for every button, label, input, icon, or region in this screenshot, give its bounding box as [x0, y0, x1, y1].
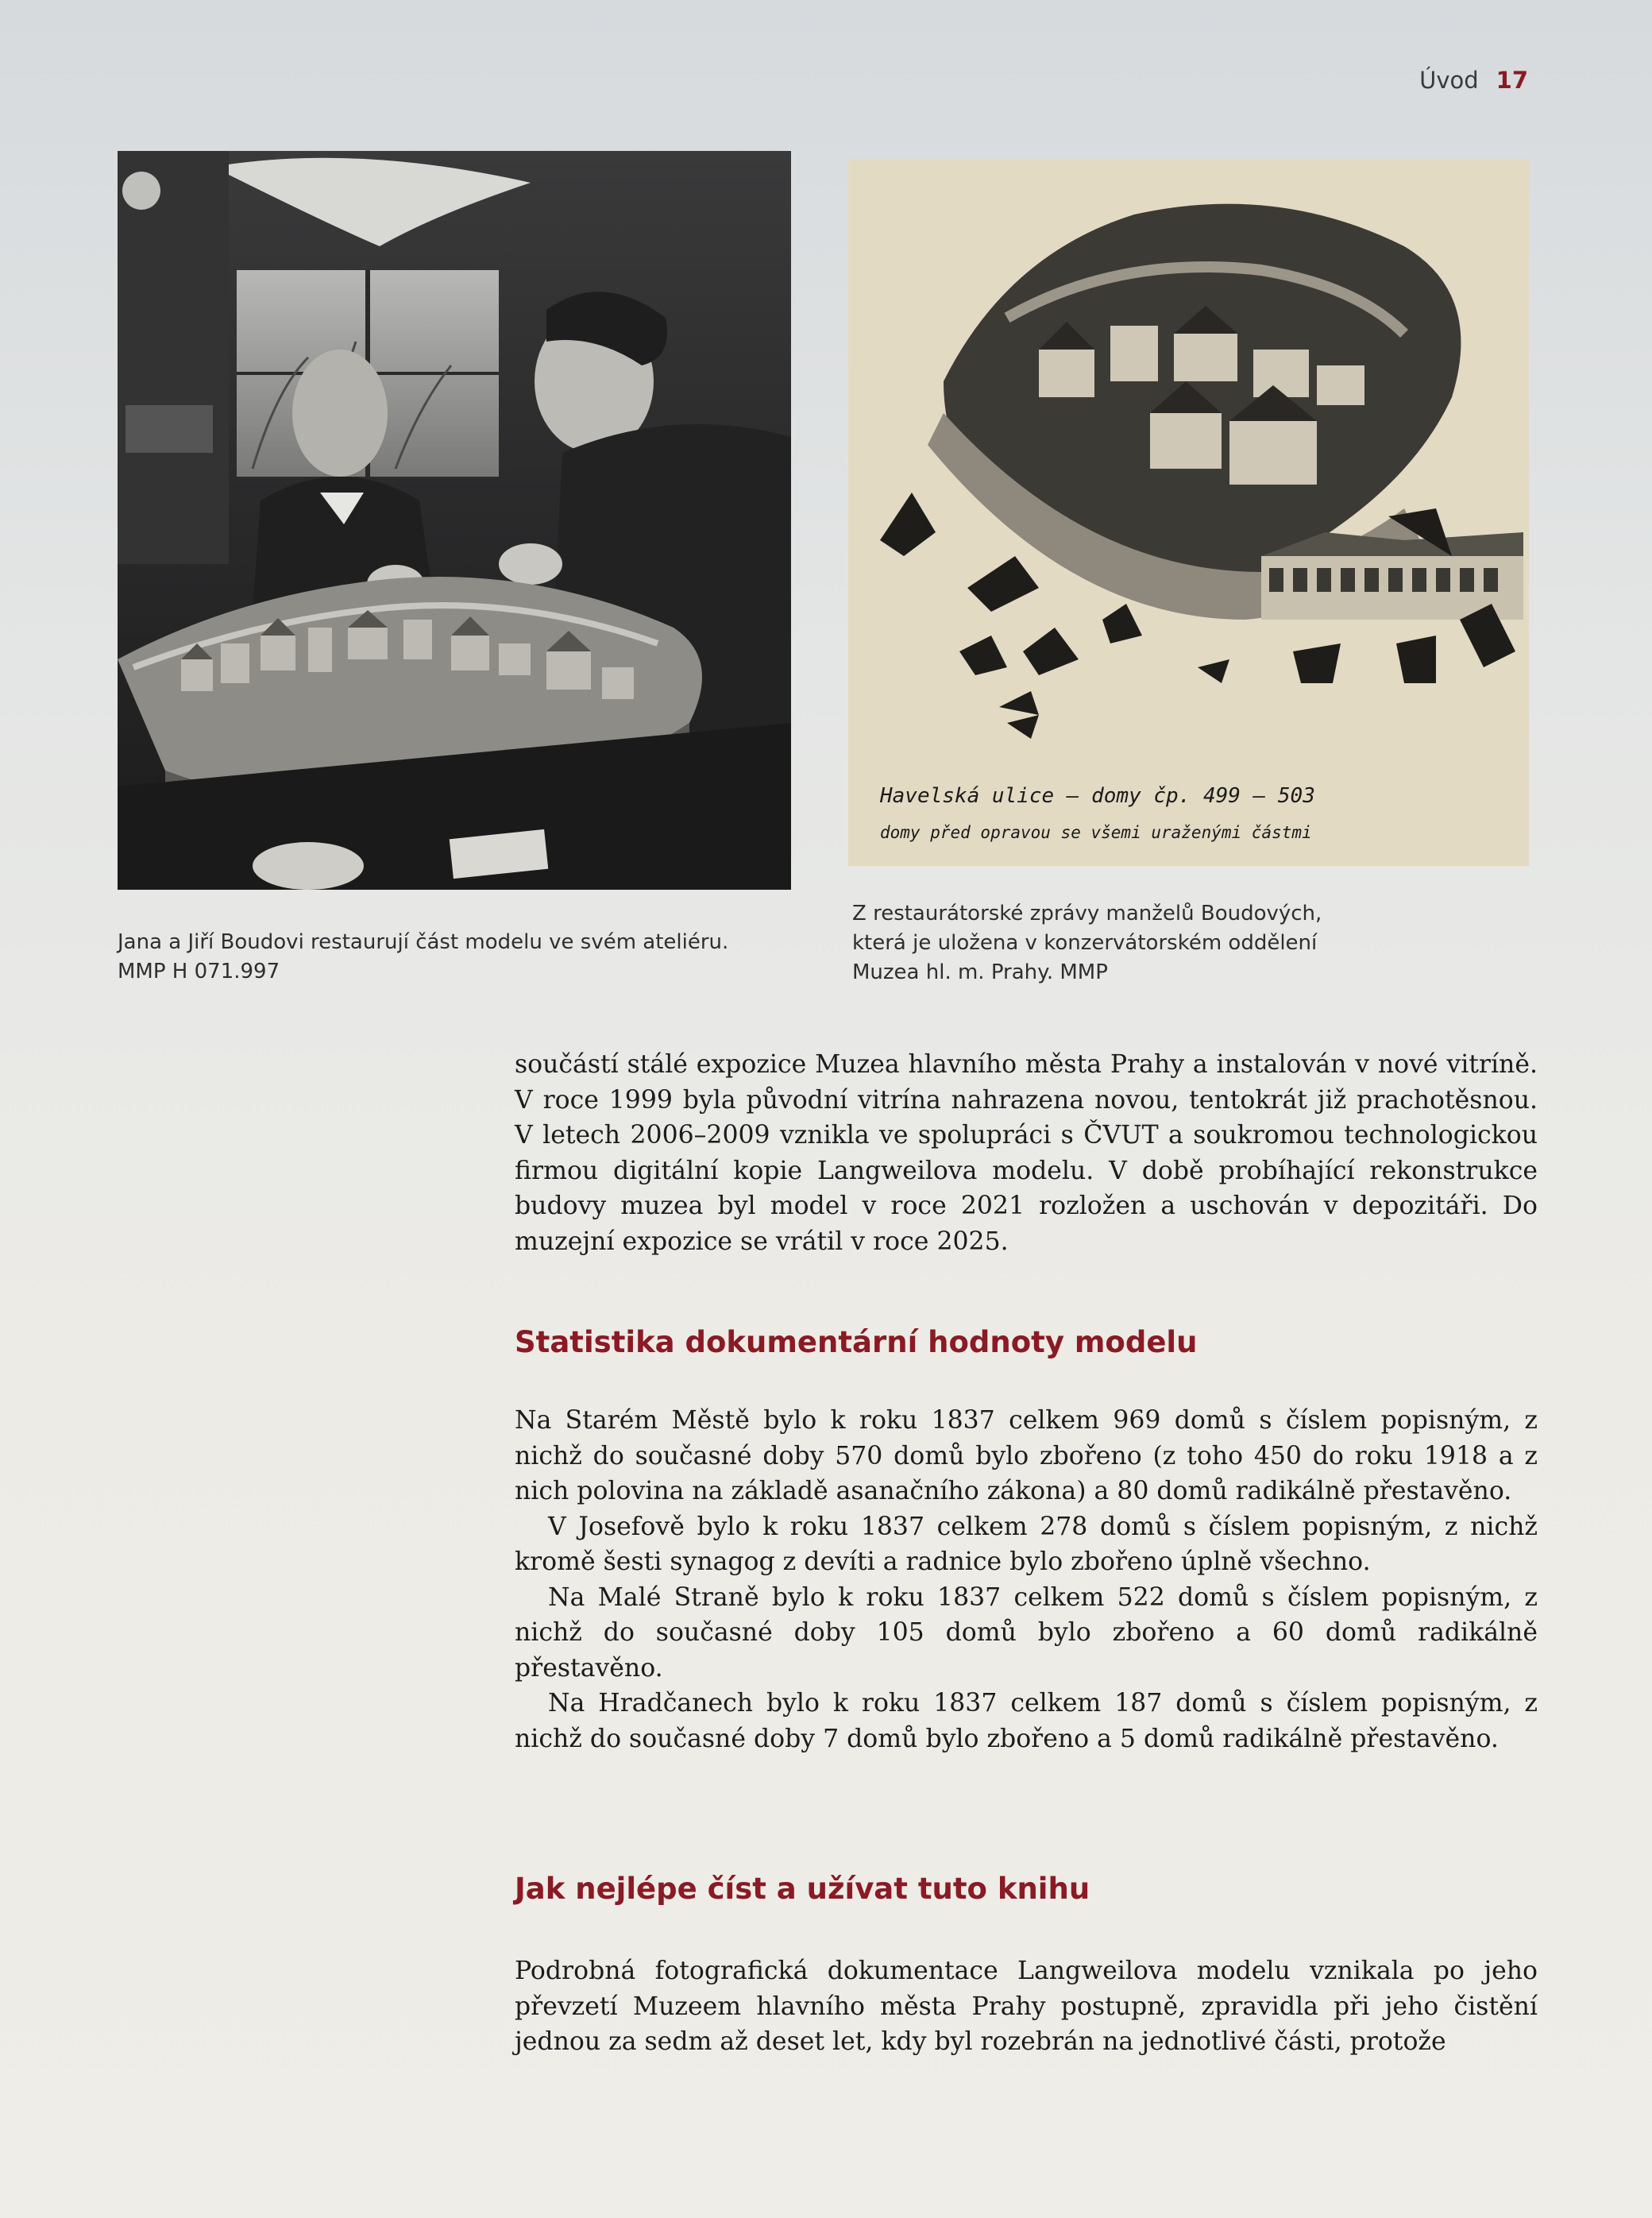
caption-line: která je uložena v konzervátorském oddělení: [852, 931, 1318, 955]
paragraph: Podrobná fotografická dokumentace Langweilova modelu vznikala po jeho převzetí Muzeem hlavního města Prahy postupně, zpravidla při jeho čistění jednou za sedm až deset let, kdy byl rozebrán na jednotlivé části, protože: [515, 1957, 1538, 2056]
section-heading-reading: Jak nejlépe číst a užívat tuto knihu: [515, 1872, 1090, 1906]
caption-line: Jana a Jiří Boudovi restaurují část modelu ve svém ateliéru.: [118, 930, 729, 954]
caption-line: MMP H 071.997: [118, 960, 280, 983]
page-number: 17: [1496, 67, 1528, 94]
handwritten-note-line-1: Havelská ulice – domy čp. 499 – 503: [880, 784, 1315, 808]
statistics-paragraphs: [515, 1403, 1538, 1756]
paragraph: součástí stálé expozice Muzea hlavního města Prahy a instalován v nové vitríně. V roce 1999 byla původní vitrína nahrazena novou, tentokrát již prachotěsnou. V letech 2006–2009 vznikla ve spolupráci s ČVUT a soukromou technologickou firmou digitální kopie Langweilova modelu. V době probíhající rekonstrukce budovy muzea byl model v roce 2021 rozložen a uschován v depozitáři. Do muzejní expozice se vrátil v roce 2025.: [515, 1050, 1538, 1256]
handwritten-note-line-2: domy před opravou se všemi uraženými částmi: [880, 823, 1312, 842]
section-heading-statistics: Statistika dokumentární hodnoty modelu: [515, 1325, 1198, 1359]
reading-paragraph: [515, 1953, 1538, 2060]
figure-caption-right: [852, 899, 1424, 987]
paragraph: Na Starém Městě bylo k roku 1837 celkem 969 domů s číslem popisným, z nichž do současné doby 570 domů bylo zbořeno (z toho 450 do roku 1918 a z nich polovina na základě asanačního zákona) a 80 domů radikálně přestavěno.: [515, 1406, 1538, 1505]
paragraph: Na Hradčanech bylo k roku 1837 celkem 187 domů s číslem popisným, z nichž do současné doby 7 domů bylo zbořeno a 5 domů radikálně přestavěno.: [515, 1689, 1538, 1753]
section-title: Úvod: [1419, 67, 1479, 94]
photo-restorers-at-work: [118, 151, 791, 890]
figure-caption-left: [118, 928, 816, 987]
caption-line: Muzea hl. m. Prahy. MMP: [852, 960, 1108, 984]
intro-paragraph: [515, 1047, 1538, 1259]
photo-restoration-report: [848, 159, 1529, 866]
paragraph: V Josefově bylo k roku 1837 celkem 278 domů s číslem popisným, z nichž kromě šesti synagog z devíti a radnice bylo zbořeno úplně všechno.: [515, 1512, 1538, 1576]
caption-line: Z restaurátorské zprávy manželů Boudových,: [852, 902, 1322, 925]
paragraph: Na Malé Straně bylo k roku 1837 celkem 522 domů s číslem popisným, z nichž do současné doby 105 domů bylo zbořeno a 60 domů radikálně přestavěno.: [515, 1582, 1538, 1683]
running-header: [1419, 67, 1528, 94]
